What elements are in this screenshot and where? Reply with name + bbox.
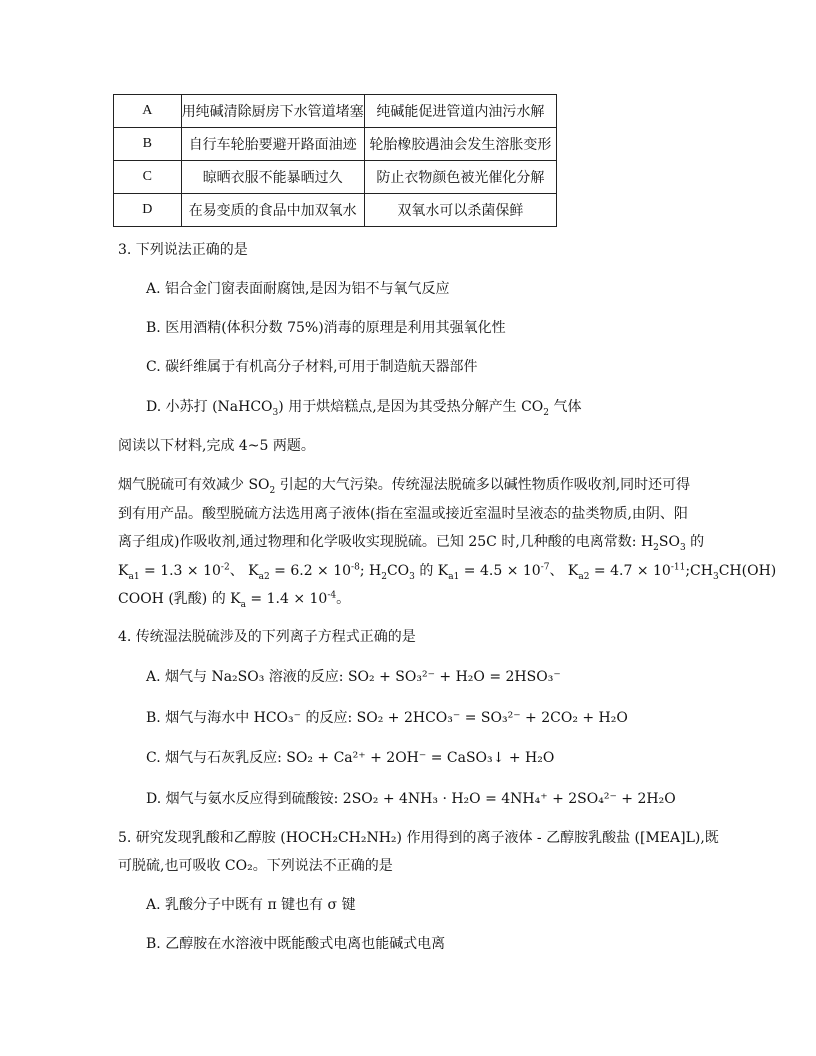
text: 烟气脱硫可有效减少 SO <box>118 477 270 493</box>
q3-option-b: B. 医用酒精(体积分数 75%)消毒的原理是利用其强氧化性 <box>146 320 506 336</box>
text: = 6.2 × 10 <box>269 563 352 579</box>
q5-stem-line1: 5. 研究发现乳酸和乙醇胺 (HOCH₂CH₂NH₂) 作用得到的离子液体 - 乙醇胺乳酸盐 ([MEA]L),既 <box>118 830 719 846</box>
row-reason: 纯碱能促进管道内油污水解 <box>364 95 556 128</box>
material-line <box>118 589 350 609</box>
text: 引起的大气污染。传统湿法脱硫多以碱性物质作吸收剂,同时还可得 <box>275 477 691 493</box>
row-key: B <box>114 128 182 161</box>
table-row <box>114 95 557 128</box>
text: a2 <box>578 571 590 582</box>
q3-option-c: C. 碳纤维属于有机高分子材料,可用于制造航天器部件 <box>146 359 478 375</box>
row-action: 晾晒衣服不能暴晒过久 <box>181 161 364 194</box>
text: a1 <box>128 571 140 582</box>
text: 、 K <box>229 563 259 579</box>
text: 的 K <box>414 563 449 579</box>
text: 3 <box>712 571 719 582</box>
text: SO <box>658 534 680 550</box>
text: K <box>118 563 129 579</box>
text: -2 <box>220 562 230 573</box>
reading-intro: 阅读以下材料,完成 4~5 两题。 <box>118 438 315 454</box>
text: = 4.7 × 10 <box>589 563 671 579</box>
table-row <box>114 194 557 227</box>
text: COOH (乳酸) 的 K <box>118 591 241 607</box>
table-row <box>114 128 557 161</box>
q3-option-a: A. 铝合金门窗表面耐腐蚀,是因为铝不与氧气反应 <box>146 281 450 297</box>
material-line <box>118 532 704 552</box>
text: a2 <box>258 571 270 582</box>
text: 2 <box>269 485 276 496</box>
q3-d-sub: 2 <box>543 407 550 418</box>
text: a <box>240 599 246 610</box>
text: -8 <box>351 562 360 573</box>
text: = 1.4 × 10 <box>245 591 328 607</box>
q3-d-sub: 3 <box>272 407 279 418</box>
text: 。 <box>336 591 351 607</box>
row-action: 用纯碱清除厨房下水管道堵塞 <box>181 95 364 128</box>
row-reason: 防止衣物颜色被光催化分解 <box>364 161 556 194</box>
text: CO <box>386 563 410 579</box>
text: 、 K <box>549 563 579 579</box>
material-line <box>118 475 690 495</box>
text: 2 <box>381 571 387 582</box>
text: -11 <box>670 562 686 573</box>
text: = 1.3 × 10 <box>139 563 221 579</box>
text: ; H <box>359 563 382 579</box>
q4-option-d: D. 烟气与氨水反应得到硫酸铵: 2SO₂ + 4NH₃ · H₂O = 4NH₄⁺ + 2SO₄²⁻ + 2H₂O <box>146 791 676 807</box>
row-key: D <box>114 194 182 227</box>
row-key: C <box>114 161 182 194</box>
text: ;CH <box>685 563 713 579</box>
text: CH(OH) <box>718 563 777 579</box>
text: 2 <box>653 542 659 553</box>
text: 离子组成)作吸收剂,通过物理和化学吸收实现脱硫。已知 25C 时,几种酸的电离常数: H <box>118 534 654 550</box>
text: -4 <box>327 590 337 601</box>
material-line <box>118 561 776 581</box>
row-key: A <box>114 95 182 128</box>
table-row <box>114 161 557 194</box>
row-action: 自行车轮胎要避开路面油迹 <box>181 128 364 161</box>
q4-option-c: C. 烟气与石灰乳反应: SO₂ + Ca²⁺ + 2OH⁻ = CaSO₃↓ + H₂O <box>146 750 555 766</box>
q3-option-d <box>146 397 581 417</box>
q4-option-b: B. 烟气与海水中 HCO₃⁻ 的反应: SO₂ + 2HCO₃⁻ = SO₃²⁻ + 2CO₂ + H₂O <box>146 710 628 726</box>
row-reason: 轮胎橡胶遇油会发生溶胀变形 <box>364 128 556 161</box>
material-line: 到有用产品。酸型脱硫方法选用离子液体(指在室温或接近室温时呈液态的盐类物质,由阴、阳 <box>118 506 688 522</box>
text: 3 <box>679 542 686 553</box>
q4-stem: 4. 传统湿法脱硫涉及的下列离子方程式正确的是 <box>118 629 416 645</box>
q3-d-text: 气体 <box>549 399 582 415</box>
q3-d-text: ) 用于烘焙糕点,是因为其受热分解产生 CO <box>278 399 544 415</box>
text: a1 <box>448 571 460 582</box>
text: -7 <box>540 562 550 573</box>
row-action: 在易变质的食品中加双氧水 <box>181 194 364 227</box>
q5-stem-line2: 可脱硫,也可吸收 CO₂。下列说法不正确的是 <box>118 858 393 874</box>
options-table <box>113 94 557 227</box>
q5-option-b: B. 乙醇胺在水溶液中既能酸式电离也能碱式电离 <box>146 936 446 952</box>
row-reason: 双氧水可以杀菌保鲜 <box>364 194 556 227</box>
text: 的 <box>685 534 705 550</box>
q3-stem: 3. 下列说法正确的是 <box>118 242 248 258</box>
q4-option-a: A. 烟气与 Na₂SO₃ 溶液的反应: SO₂ + SO₃²⁻ + H₂O = 2HSO₃⁻ <box>146 669 561 685</box>
q3-d-text: D. 小苏打 (NaHCO <box>146 399 273 415</box>
text: = 4.5 × 10 <box>459 563 541 579</box>
q5-option-a: A. 乳酸分子中既有 π 键也有 σ 键 <box>146 897 356 913</box>
text: 3 <box>409 571 415 582</box>
